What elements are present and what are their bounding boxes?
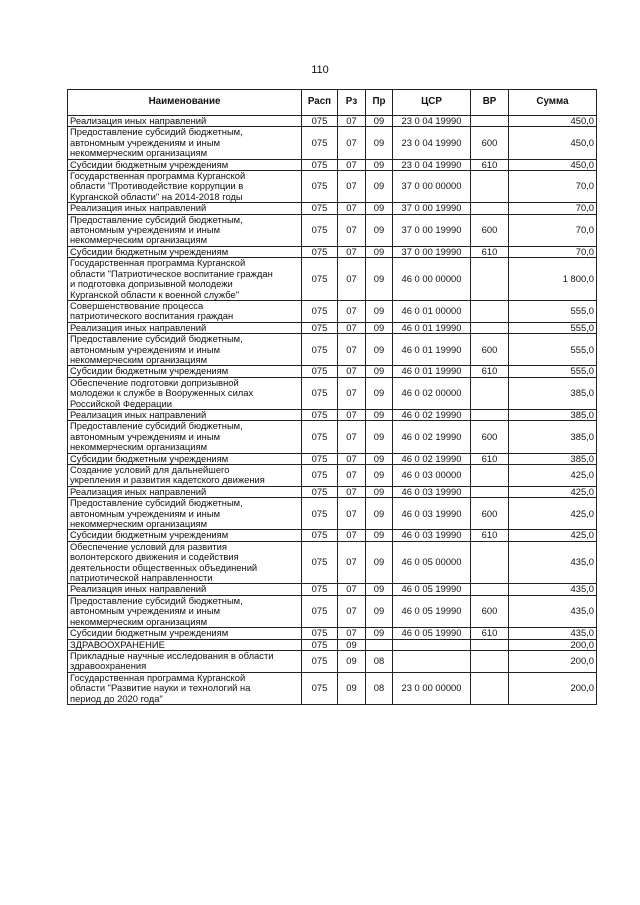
cell-csr: 46 0 02 19990	[393, 421, 471, 453]
cell-csr: 46 0 00 00000	[393, 258, 471, 301]
header-sum: Сумма	[509, 90, 597, 116]
cell-csr: 46 0 02 19990	[393, 453, 471, 464]
cell-vr: 600	[471, 421, 509, 453]
cell-vr	[471, 584, 509, 595]
cell-rasp: 075	[302, 453, 338, 464]
cell-pr: 09	[366, 584, 393, 595]
cell-csr	[393, 639, 471, 650]
cell-vr	[471, 465, 509, 487]
cell-rasp: 075	[302, 203, 338, 214]
table-row	[68, 127, 597, 159]
cell-pr	[366, 639, 393, 650]
cell-rasp: 075	[302, 116, 338, 127]
cell-sum: 450,0	[509, 116, 597, 127]
table-row	[68, 409, 597, 420]
cell-rasp: 075	[302, 159, 338, 170]
cell-sum: 555,0	[509, 322, 597, 333]
table-row	[68, 650, 597, 672]
cell-csr: 37 0 00 19990	[393, 214, 471, 246]
cell-csr: 37 0 00 19990	[393, 203, 471, 214]
table-row	[68, 203, 597, 214]
cell-sum: 425,0	[509, 530, 597, 541]
cell-sum: 435,0	[509, 541, 597, 584]
header-rasp: Расп	[302, 90, 338, 116]
cell-rz: 07	[338, 541, 366, 584]
cell-rz: 09	[338, 639, 366, 650]
cell-vr	[471, 171, 509, 203]
cell-sum: 70,0	[509, 203, 597, 214]
table-row	[68, 530, 597, 541]
cell-rz: 07	[338, 465, 366, 487]
cell-vr	[471, 639, 509, 650]
cell-pr: 08	[366, 672, 393, 704]
table-row	[68, 322, 597, 333]
cell-rasp: 075	[302, 530, 338, 541]
cell-vr: 610	[471, 628, 509, 639]
cell-sum: 385,0	[509, 421, 597, 453]
table-row	[68, 421, 597, 453]
cell-rz: 07	[338, 203, 366, 214]
cell-rasp: 075	[302, 628, 338, 639]
cell-rz: 07	[338, 628, 366, 639]
cell-sum: 435,0	[509, 628, 597, 639]
cell-rz: 07	[338, 530, 366, 541]
cell-pr: 09	[366, 453, 393, 464]
cell-vr: 610	[471, 159, 509, 170]
table-row	[68, 541, 597, 584]
table-row	[68, 300, 597, 322]
cell-name: Предоставление субсидий бюджетным, автономным учреждениям и иным некоммерческим организациям	[68, 498, 302, 530]
table-row	[68, 639, 597, 650]
cell-rasp: 075	[302, 409, 338, 420]
cell-sum: 555,0	[509, 334, 597, 366]
cell-rasp: 075	[302, 171, 338, 203]
cell-pr: 09	[366, 171, 393, 203]
cell-rz: 07	[338, 127, 366, 159]
table-row	[68, 486, 597, 497]
cell-name: Совершенствование процесса патриотического воспитания граждан	[68, 300, 302, 322]
table-row	[68, 628, 597, 639]
cell-name: Создание условий для дальнейшего укрепления и развития кадетского движения	[68, 465, 302, 487]
cell-rasp: 075	[302, 127, 338, 159]
table-row	[68, 595, 597, 627]
cell-vr: 600	[471, 214, 509, 246]
cell-sum: 1 800,0	[509, 258, 597, 301]
cell-rz: 07	[338, 159, 366, 170]
cell-pr: 09	[366, 486, 393, 497]
cell-name: Реализация иных направлений	[68, 322, 302, 333]
cell-vr	[471, 672, 509, 704]
cell-sum: 555,0	[509, 366, 597, 377]
cell-name: Предоставление субсидий бюджетным, автономным учреждениям и иным некоммерческим организациям	[68, 127, 302, 159]
cell-name: Реализация иных направлений	[68, 409, 302, 420]
cell-rz: 07	[338, 595, 366, 627]
cell-vr: 610	[471, 453, 509, 464]
cell-vr	[471, 409, 509, 420]
cell-sum: 200,0	[509, 650, 597, 672]
cell-rz: 07	[338, 409, 366, 420]
cell-rasp: 075	[302, 595, 338, 627]
cell-vr	[471, 377, 509, 409]
cell-sum: 425,0	[509, 465, 597, 487]
cell-csr: 23 0 04 19990	[393, 116, 471, 127]
cell-csr: 46 0 02 00000	[393, 377, 471, 409]
cell-name: Обеспечение подготовки допризывной молодежи к службе в Вооруженных силах Российской Федерации	[68, 377, 302, 409]
cell-csr: 23 0 00 00000	[393, 672, 471, 704]
cell-pr: 09	[366, 127, 393, 159]
cell-vr: 600	[471, 127, 509, 159]
cell-sum: 70,0	[509, 214, 597, 246]
header-csr: ЦСР	[393, 90, 471, 116]
cell-rasp: 075	[302, 377, 338, 409]
cell-rasp: 075	[302, 300, 338, 322]
cell-csr: 46 0 05 19990	[393, 595, 471, 627]
cell-rz: 07	[338, 334, 366, 366]
table-row	[68, 246, 597, 257]
table-row	[68, 465, 597, 487]
cell-rz: 07	[338, 421, 366, 453]
cell-rasp: 075	[302, 486, 338, 497]
cell-csr: 46 0 03 19990	[393, 498, 471, 530]
cell-pr: 09	[366, 465, 393, 487]
cell-rz: 07	[338, 584, 366, 595]
cell-pr: 09	[366, 377, 393, 409]
cell-name: Реализация иных направлений	[68, 116, 302, 127]
cell-name: Предоставление субсидий бюджетным, автономным учреждениям и иным некоммерческим организациям	[68, 595, 302, 627]
cell-rz: 07	[338, 377, 366, 409]
table-row	[68, 116, 597, 127]
cell-name: Субсидии бюджетным учреждениям	[68, 366, 302, 377]
cell-csr: 46 0 01 19990	[393, 322, 471, 333]
cell-rasp: 075	[302, 334, 338, 366]
cell-name: Государственная программа Курганской области "Патриотическое воспитание граждан и подготовка допризывной молодежи Курганской области к военной службе"	[68, 258, 302, 301]
cell-vr: 610	[471, 530, 509, 541]
cell-rasp: 075	[302, 322, 338, 333]
cell-name: Реализация иных направлений	[68, 486, 302, 497]
cell-pr: 09	[366, 334, 393, 366]
cell-rz: 07	[338, 322, 366, 333]
cell-rasp: 075	[302, 366, 338, 377]
cell-rz: 07	[338, 300, 366, 322]
cell-pr: 09	[366, 246, 393, 257]
cell-pr: 09	[366, 530, 393, 541]
cell-rz: 07	[338, 116, 366, 127]
cell-name: Предоставление субсидий бюджетным, автономным учреждениям и иным некоммерческим организациям	[68, 421, 302, 453]
cell-sum: 555,0	[509, 300, 597, 322]
header-pr: Пр	[366, 90, 393, 116]
cell-name: Субсидии бюджетным учреждениям	[68, 246, 302, 257]
cell-csr	[393, 650, 471, 672]
table-row	[68, 453, 597, 464]
table-header-row	[68, 90, 597, 116]
table-row	[68, 171, 597, 203]
cell-csr: 46 0 03 19990	[393, 530, 471, 541]
table-row	[68, 584, 597, 595]
cell-pr: 09	[366, 409, 393, 420]
cell-rasp: 075	[302, 258, 338, 301]
cell-name: Реализация иных направлений	[68, 203, 302, 214]
cell-name: Обеспечение условий для развития волонтерского движения и содействия деятельности общественных объединений патриотической направленности	[68, 541, 302, 584]
table-row	[68, 672, 597, 704]
cell-rz: 07	[338, 171, 366, 203]
cell-pr: 09	[366, 214, 393, 246]
cell-sum: 200,0	[509, 672, 597, 704]
cell-pr: 09	[366, 628, 393, 639]
cell-rz: 07	[338, 453, 366, 464]
header-name: Наименование	[68, 90, 302, 116]
cell-name: Государственная программа Курганской области "Развитие науки и технологий на период до 2020 года"	[68, 672, 302, 704]
cell-pr: 09	[366, 116, 393, 127]
cell-name: Государственная программа Курганской области "Противодействие коррупции в Курганской области" на 2014-2018 годы	[68, 171, 302, 203]
header-vr: ВР	[471, 90, 509, 116]
cell-vr	[471, 258, 509, 301]
cell-rz: 07	[338, 246, 366, 257]
table-row	[68, 377, 597, 409]
cell-rasp: 075	[302, 650, 338, 672]
cell-vr	[471, 203, 509, 214]
cell-csr: 37 0 00 19990	[393, 246, 471, 257]
cell-vr: 610	[471, 366, 509, 377]
cell-rasp: 075	[302, 421, 338, 453]
cell-rz: 09	[338, 650, 366, 672]
cell-csr: 37 0 00 00000	[393, 171, 471, 203]
cell-name: Реализация иных направлений	[68, 584, 302, 595]
cell-pr: 09	[366, 203, 393, 214]
cell-sum: 435,0	[509, 595, 597, 627]
cell-vr	[471, 300, 509, 322]
cell-name: Субсидии бюджетным учреждениям	[68, 453, 302, 464]
cell-csr: 46 0 05 00000	[393, 541, 471, 584]
cell-name: Предоставление субсидий бюджетным, автономным учреждениям и иным некоммерческим организациям	[68, 214, 302, 246]
cell-csr: 46 0 01 19990	[393, 366, 471, 377]
cell-name: Предоставление субсидий бюджетным, автономным учреждениям и иным некоммерческим организациям	[68, 334, 302, 366]
table-body	[68, 116, 597, 705]
cell-vr: 600	[471, 498, 509, 530]
cell-rz: 07	[338, 214, 366, 246]
cell-rasp: 075	[302, 541, 338, 584]
cell-pr: 09	[366, 300, 393, 322]
table-row	[68, 334, 597, 366]
cell-sum: 70,0	[509, 171, 597, 203]
cell-rz: 09	[338, 672, 366, 704]
cell-sum: 450,0	[509, 127, 597, 159]
cell-vr: 610	[471, 246, 509, 257]
cell-rasp: 075	[302, 465, 338, 487]
cell-csr: 23 0 04 19990	[393, 127, 471, 159]
cell-pr: 09	[366, 258, 393, 301]
cell-pr: 09	[366, 322, 393, 333]
cell-rasp: 075	[302, 639, 338, 650]
cell-pr: 09	[366, 498, 393, 530]
cell-pr: 08	[366, 650, 393, 672]
cell-pr: 09	[366, 159, 393, 170]
cell-sum: 435,0	[509, 584, 597, 595]
budget-table	[67, 89, 597, 705]
cell-sum: 200,0	[509, 639, 597, 650]
cell-sum: 425,0	[509, 498, 597, 530]
cell-name: Прикладные научные исследования в области здравоохранения	[68, 650, 302, 672]
cell-sum: 385,0	[509, 409, 597, 420]
cell-rz: 07	[338, 366, 366, 377]
page-number: 110	[311, 64, 329, 76]
cell-csr: 46 0 01 19990	[393, 334, 471, 366]
cell-sum: 425,0	[509, 486, 597, 497]
cell-rasp: 075	[302, 498, 338, 530]
cell-pr: 09	[366, 541, 393, 584]
cell-vr	[471, 486, 509, 497]
cell-sum: 450,0	[509, 159, 597, 170]
cell-vr	[471, 322, 509, 333]
cell-rasp: 075	[302, 246, 338, 257]
cell-csr: 46 0 05 19990	[393, 628, 471, 639]
cell-csr: 46 0 01 00000	[393, 300, 471, 322]
cell-rasp: 075	[302, 214, 338, 246]
cell-csr: 46 0 05 19990	[393, 584, 471, 595]
table-row	[68, 258, 597, 301]
table-row	[68, 366, 597, 377]
cell-rz: 07	[338, 498, 366, 530]
cell-rz: 07	[338, 258, 366, 301]
cell-name: Субсидии бюджетным учреждениям	[68, 159, 302, 170]
header-rz: Рз	[338, 90, 366, 116]
cell-rasp: 075	[302, 672, 338, 704]
cell-csr: 46 0 03 19990	[393, 486, 471, 497]
cell-pr: 09	[366, 421, 393, 453]
table-row	[68, 498, 597, 530]
cell-vr	[471, 116, 509, 127]
cell-csr: 23 0 04 19990	[393, 159, 471, 170]
cell-name: Субсидии бюджетным учреждениям	[68, 530, 302, 541]
table-row	[68, 159, 597, 170]
cell-name: ЗДРАВООХРАНЕНИЕ	[68, 639, 302, 650]
table-row	[68, 214, 597, 246]
cell-pr: 09	[366, 366, 393, 377]
cell-rz: 07	[338, 486, 366, 497]
cell-csr: 46 0 03 00000	[393, 465, 471, 487]
cell-vr	[471, 650, 509, 672]
cell-name: Субсидии бюджетным учреждениям	[68, 628, 302, 639]
cell-csr: 46 0 02 19990	[393, 409, 471, 420]
cell-sum: 70,0	[509, 246, 597, 257]
cell-pr: 09	[366, 595, 393, 627]
cell-rasp: 075	[302, 584, 338, 595]
cell-vr: 600	[471, 334, 509, 366]
cell-sum: 385,0	[509, 377, 597, 409]
cell-vr: 600	[471, 595, 509, 627]
cell-sum: 385,0	[509, 453, 597, 464]
cell-vr	[471, 541, 509, 584]
